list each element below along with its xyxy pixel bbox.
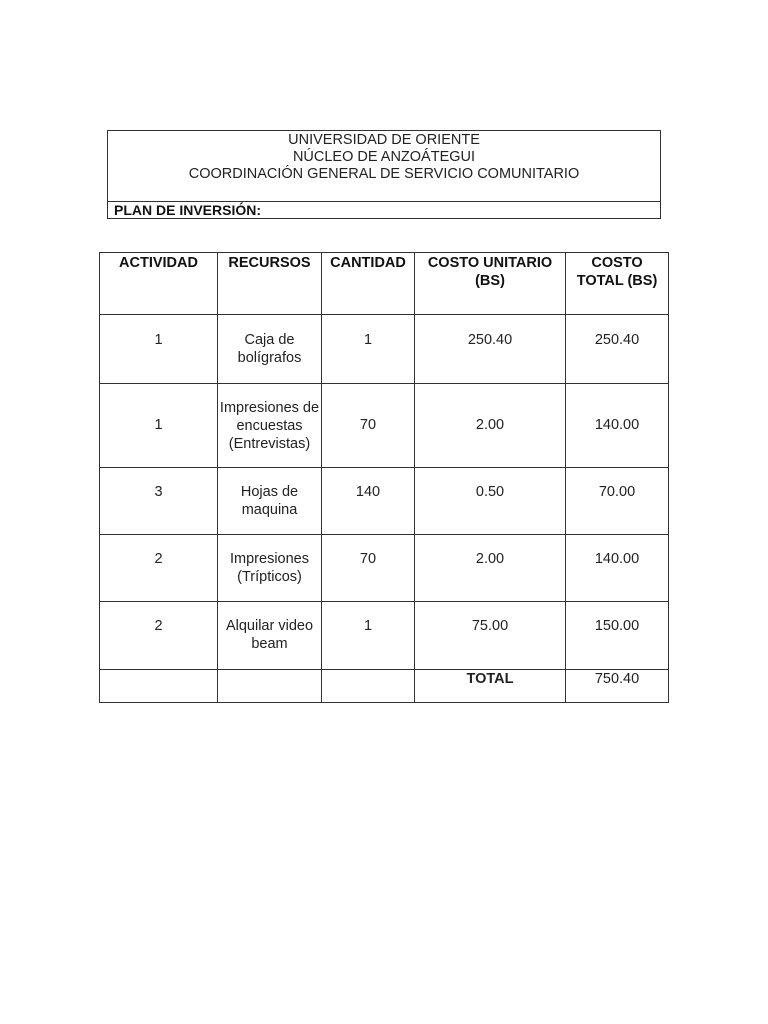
total-value: 750.40 bbox=[566, 670, 669, 703]
cell-costo-total: 140.00 bbox=[566, 384, 669, 468]
cell-recursos: Caja de bolígrafos bbox=[218, 315, 322, 384]
cell-actividad: 1 bbox=[100, 315, 218, 384]
column-header-costo-unitario: COSTO UNITARIO (BS) bbox=[415, 253, 566, 315]
column-header-costo-total: COSTO TOTAL (BS) bbox=[566, 253, 669, 315]
cell-cantidad: 1 bbox=[322, 315, 415, 384]
department-name: COORDINACIÓN GENERAL DE SERVICIO COMUNITARIO bbox=[188, 166, 580, 182]
cell-costo-unitario: 75.00 bbox=[415, 602, 566, 670]
table-header-row bbox=[100, 253, 669, 315]
table-row bbox=[100, 315, 669, 384]
empty-cell bbox=[100, 670, 218, 703]
column-header-recursos: RECURSOS bbox=[218, 253, 322, 315]
investment-table bbox=[99, 252, 669, 703]
campus-name: NÚCLEO DE ANZOÁTEGUI bbox=[292, 149, 476, 165]
cell-actividad: 3 bbox=[100, 468, 218, 535]
column-header-cantidad: CANTIDAD bbox=[322, 253, 415, 315]
cell-actividad: 1 bbox=[100, 384, 218, 468]
empty-cell bbox=[218, 670, 322, 703]
cell-recursos: Hojas de maquina bbox=[218, 468, 322, 535]
cell-costo-total: 140.00 bbox=[566, 535, 669, 602]
table-row bbox=[100, 602, 669, 670]
cell-costo-total: 250.40 bbox=[566, 315, 669, 384]
total-label: TOTAL bbox=[415, 670, 566, 703]
total-row bbox=[100, 670, 669, 703]
cell-cantidad: 70 bbox=[322, 535, 415, 602]
cell-recursos: Alquilar video beam bbox=[218, 602, 322, 670]
cell-recursos: Impresiones de encuestas (Entrevistas) bbox=[218, 384, 322, 468]
plan-title: PLAN DE INVERSIÓN: bbox=[114, 202, 262, 218]
cell-actividad: 2 bbox=[100, 535, 218, 602]
cell-actividad: 2 bbox=[100, 602, 218, 670]
column-header-actividad: ACTIVIDAD bbox=[100, 253, 218, 315]
cell-costo-unitario: 2.00 bbox=[415, 384, 566, 468]
institution-titles bbox=[108, 131, 660, 202]
cell-costo-total: 150.00 bbox=[566, 602, 669, 670]
cell-cantidad: 140 bbox=[322, 468, 415, 535]
table-row bbox=[100, 535, 669, 602]
empty-cell bbox=[322, 670, 415, 703]
cell-costo-unitario: 0.50 bbox=[415, 468, 566, 535]
table-row bbox=[100, 468, 669, 535]
cell-costo-total: 70.00 bbox=[566, 468, 669, 535]
cell-costo-unitario: 250.40 bbox=[415, 315, 566, 384]
cell-recursos: Impresiones (Trípticos) bbox=[218, 535, 322, 602]
cell-cantidad: 70 bbox=[322, 384, 415, 468]
university-name: UNIVERSIDAD DE ORIENTE bbox=[288, 132, 480, 148]
cell-cantidad: 1 bbox=[322, 602, 415, 670]
cell-costo-unitario: 2.00 bbox=[415, 535, 566, 602]
table-row bbox=[100, 384, 669, 468]
document-header bbox=[107, 130, 661, 219]
